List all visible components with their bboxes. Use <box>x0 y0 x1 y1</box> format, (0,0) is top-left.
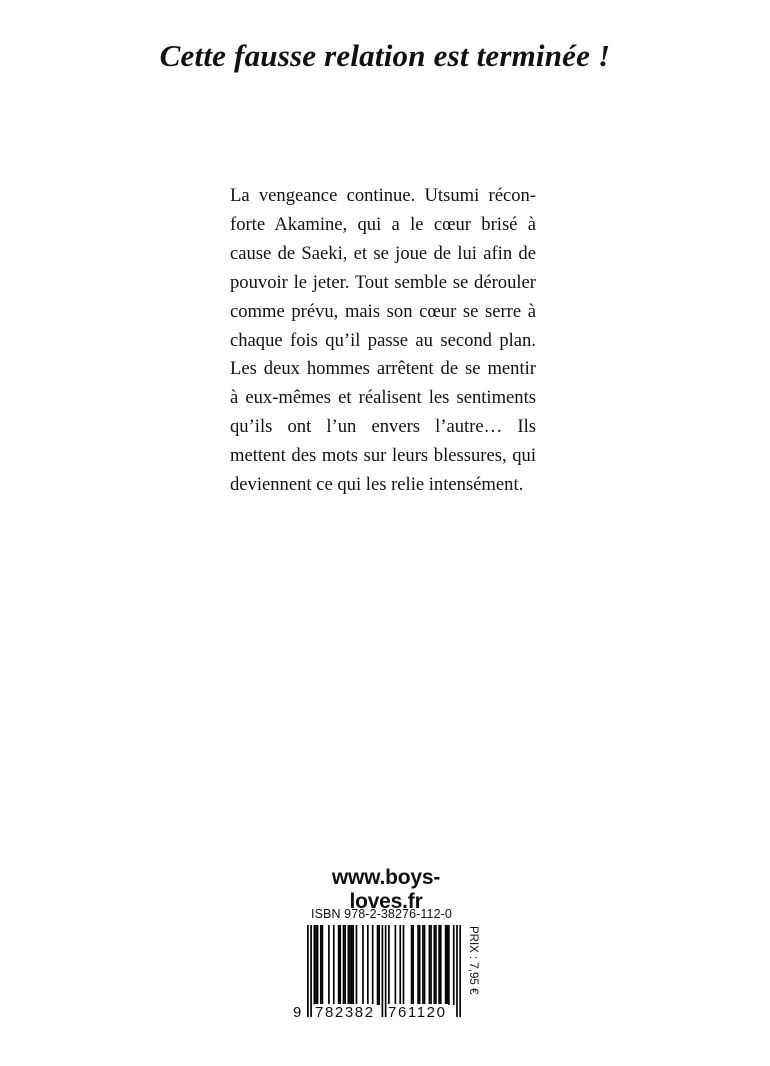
barcode-bar <box>424 925 426 1005</box>
barcode-bar <box>453 925 455 1005</box>
blurb-line: deviennent ce qui les relie intensément. <box>230 474 524 496</box>
barcode-bar <box>399 925 401 1005</box>
barcode-bar <box>338 925 340 1005</box>
barcode-first-digit: 9 <box>293 1004 302 1021</box>
barcode-bar <box>411 925 413 1005</box>
barcode-bar <box>352 925 354 1005</box>
barcode-bar <box>446 925 448 1005</box>
cover-headline: Cette fausse relation est terminée ! <box>159 38 611 73</box>
barcode-bar <box>367 925 369 1005</box>
blurb-line: Les deux hommes arrêtent de se mentir <box>230 358 536 380</box>
barcode-bar <box>356 925 358 1005</box>
back-cover-blurb <box>230 182 536 500</box>
barcode-bar <box>440 925 442 1005</box>
barcode-bar <box>417 925 419 1005</box>
barcode-bar <box>317 925 319 1005</box>
blurb-line: chaque fois qu’il passe au second plan. <box>230 329 536 351</box>
blurb-line: pouvoir le jeter. Tout semble se dérouler <box>230 271 536 293</box>
barcode-bar <box>445 925 447 1005</box>
barcode-bar <box>433 925 435 1005</box>
blurb-line: qu’ils ont l’un envers l’autre… Ils <box>230 416 536 438</box>
barcode-bar <box>322 925 324 1005</box>
barcode-bar <box>403 925 405 1005</box>
barcode-bar <box>339 925 341 1005</box>
blurb-line: La vengeance continue. Utsumi récon- <box>230 185 536 206</box>
isbn-label: ISBN 978-2-38276-112-0 <box>311 907 452 921</box>
barcode-bar <box>333 925 335 1005</box>
barcode-bar <box>382 925 384 1017</box>
barcode-bar <box>429 925 431 1005</box>
barcode-bar <box>310 925 312 1017</box>
barcode-bar <box>412 925 414 1005</box>
blurb-line: mettent des mots sur leurs blessures, qui <box>230 445 536 467</box>
barcode-bar <box>320 925 322 1005</box>
price-text: PRIX : 7,95 € <box>467 926 479 995</box>
barcode-bar <box>307 925 309 1017</box>
barcode-bar <box>435 925 437 1005</box>
barcode-bar <box>328 925 330 1005</box>
barcode-bar <box>351 925 353 1005</box>
barcode-left-digits: 782382 <box>315 1004 375 1021</box>
barcode-bar <box>438 925 440 1005</box>
barcode-bar <box>456 925 458 1017</box>
barcode-bar <box>362 925 364 1005</box>
blurb-line: à eux-mêmes et réalisent les sentiments <box>230 387 536 409</box>
barcode-right-digits: 761120 <box>388 1004 447 1021</box>
blurb-line: cause de Saeki, et se joue de lui afin de <box>230 242 536 264</box>
barcode-bar <box>344 925 346 1005</box>
blurb-line: forte Akamine, qui a le cœur brisé à <box>230 213 536 235</box>
barcode-bar <box>430 925 432 1005</box>
barcode-bar <box>377 925 379 1005</box>
barcode-bar <box>343 925 345 1005</box>
publisher-website: www.boys-loves.fr <box>331 866 441 913</box>
barcode-bar <box>349 925 351 1005</box>
price-label <box>466 926 480 1006</box>
barcode-bar <box>395 925 397 1005</box>
barcode-bar <box>422 925 424 1005</box>
barcode-bar <box>448 925 450 1005</box>
blurb-line: comme prévu, mais son cœur se serre à <box>230 300 536 322</box>
barcode-bar <box>315 925 317 1005</box>
barcode-bar <box>388 925 390 1005</box>
barcode-bar <box>313 925 315 1005</box>
barcode-bar <box>372 925 374 1005</box>
barcode-bar <box>459 925 461 1017</box>
barcode-bar <box>419 925 421 1005</box>
barcode-bar <box>378 925 380 1005</box>
barcode-bar <box>348 925 350 1005</box>
